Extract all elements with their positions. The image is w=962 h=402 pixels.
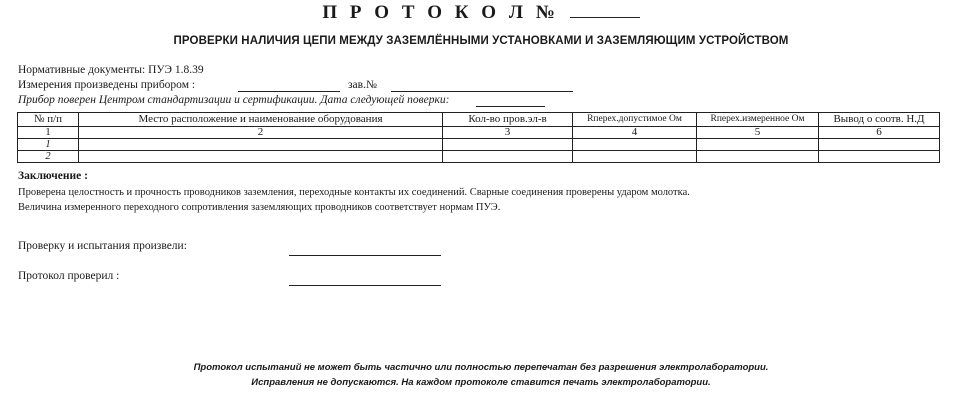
- table-cell[interactable]: [573, 151, 697, 163]
- conclusion-line-1: Проверена целостность и прочность проводников заземления, переходные контакты их соединений. Сварные соединения проверены ударом молотка.: [18, 187, 690, 198]
- col-number: 2: [79, 127, 443, 139]
- table-row: [18, 151, 940, 163]
- column-number-row: [18, 127, 940, 139]
- conclusion-label: Заключение :: [18, 170, 88, 182]
- measurement-device-label: Измерения произведены прибором :: [18, 79, 196, 91]
- row-number: 1: [18, 139, 79, 151]
- tested-by-signature-field[interactable]: [289, 255, 441, 256]
- header-conclusion: Вывод о соотв. Н.Д: [819, 113, 940, 127]
- col-number: 6: [819, 127, 940, 139]
- serial-number-field[interactable]: [391, 91, 573, 92]
- col-number: 3: [443, 127, 573, 139]
- protocol-number-field[interactable]: [570, 1, 640, 18]
- row-number: 2: [18, 151, 79, 163]
- table-cell[interactable]: [443, 139, 573, 151]
- results-table: [17, 112, 940, 163]
- next-verification-date-field[interactable]: [476, 106, 545, 107]
- table-cell[interactable]: [697, 151, 819, 163]
- device-name-field[interactable]: [238, 91, 340, 92]
- checked-by-signature-field[interactable]: [289, 285, 441, 286]
- col-number: 1: [18, 127, 79, 139]
- table-cell[interactable]: [443, 151, 573, 163]
- serial-number-label: зав.№: [348, 79, 377, 91]
- table-cell[interactable]: [819, 151, 940, 163]
- header-r-measured: Rперех.измеренное Ом: [697, 113, 819, 127]
- table-cell[interactable]: [79, 151, 443, 163]
- table-header-row: [18, 113, 940, 127]
- verification-note: Прибор поверен Центром стандартизации и сертификации. Дата следующей поверки:: [18, 94, 450, 106]
- table-row: [18, 139, 940, 151]
- table-cell[interactable]: [697, 139, 819, 151]
- checked-by-label: Протокол проверил :: [18, 270, 120, 282]
- col-number: 5: [697, 127, 819, 139]
- protocol-title-text: П Р О Т О К О Л №: [322, 2, 559, 23]
- protocol-title: [0, 1, 962, 24]
- table-cell[interactable]: [79, 139, 443, 151]
- header-location: Место расположение и наименование оборудования: [79, 113, 443, 127]
- conclusion-line-2: Величина измеренного переходного сопротивления заземляющих проводников соответствует нормам ПУЭ.: [18, 202, 501, 213]
- header-num: № п/п: [18, 113, 79, 127]
- tested-by-label: Проверку и испытания произвели:: [18, 240, 187, 252]
- protocol-subtitle: ПРОВЕРКИ НАЛИЧИЯ ЦЕПИ МЕЖДУ ЗАЗЕМЛЁННЫМИ УСТАНОВКАМИ И ЗАЗЕМЛЯЮЩИМ УСТРОЙСТВОМ: [173, 35, 789, 47]
- header-wire-count: Кол-во пров.эл-в: [443, 113, 573, 127]
- header-r-allowed: Rперех.допустимое Ом: [573, 113, 697, 127]
- footer-note-2: Исправления не допускаются. На каждом протоколе ставится печать электролаборатории.: [251, 377, 711, 388]
- footer-note-1: Протокол испытаний не может быть частично или полностью перепечатан без разрешения электролаборатории.: [193, 362, 769, 373]
- normative-docs: Нормативные документы: ПУЭ 1.8.39: [18, 64, 204, 76]
- table-cell[interactable]: [819, 139, 940, 151]
- table-cell[interactable]: [573, 139, 697, 151]
- col-number: 4: [573, 127, 697, 139]
